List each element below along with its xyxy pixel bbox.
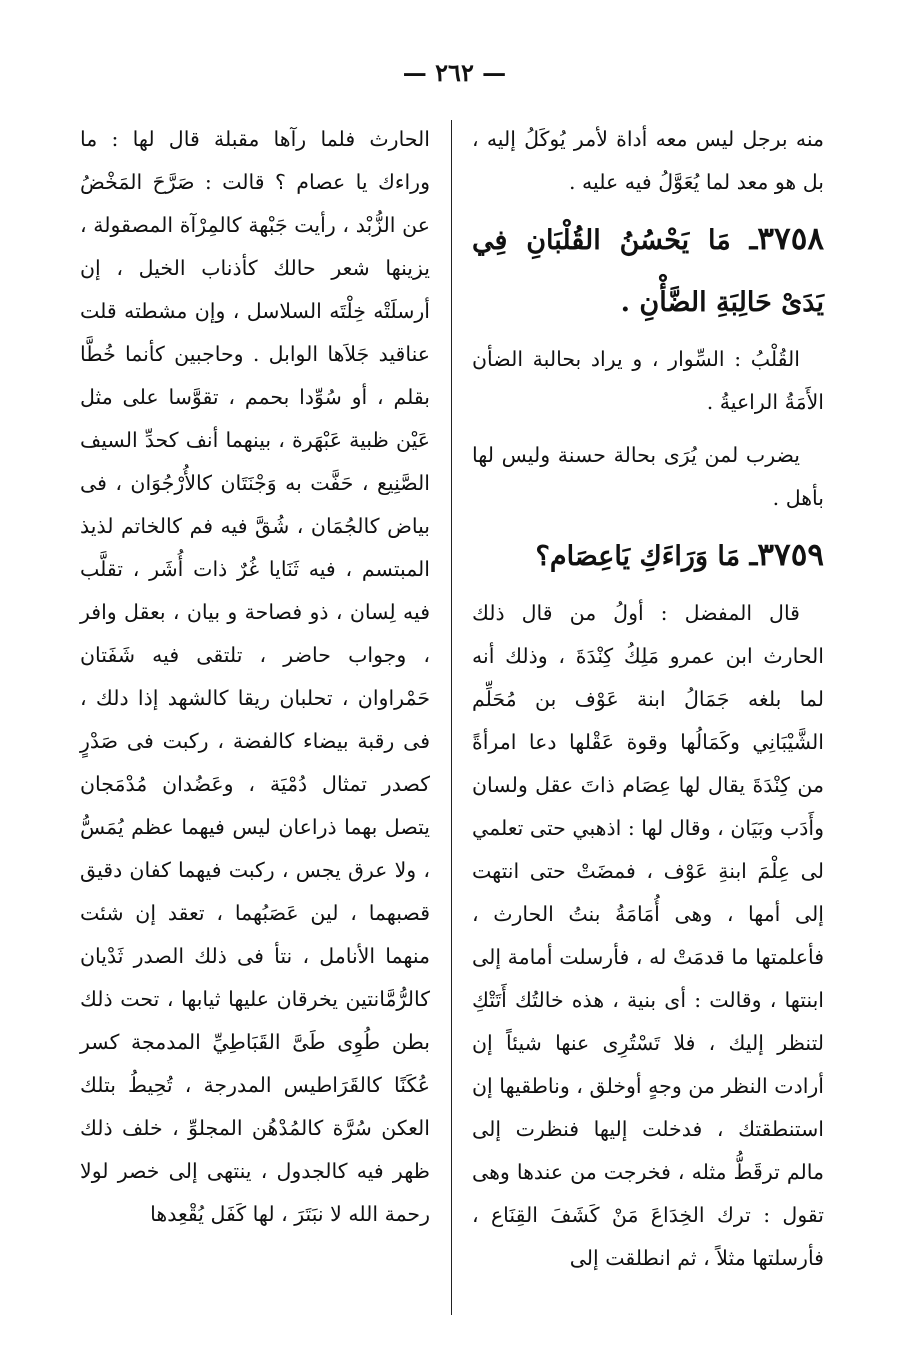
proverb-heading-3758 [472,208,824,334]
intro-paragraph: منه برجل ليس معه أداة لأمر يُوكَلُ إليه ، بل هو معد لما يُعَوَّلُ فيه عليه . [472,127,824,194]
gloss-paragraph: القُلْبُ : السِّوار ، و يراد بحالبة الضأن الأَمَةُ الراعيةُ . [472,347,824,414]
proverb-title: ـ مَا وَرَاءَكِ يَاعِصَام؟ [535,541,758,572]
proverb-number: ٣٧٥٩ [757,537,824,573]
story-paragraph: قال المفضل : أولُ من قال ذلك الحارث ابن عمرو مَلِكُ كِنْدَةَ ، وذلك أنه لما بلغه جَمَالُ ابنة عَوْف بن مُحَلِّم الشَّيْبَانِي وكَمَالُها وقوة عَقْلها دعا امرأةً من كِنْدَةَ يقال لها عِصَام ذاتَ عقل ولسان وأَدَب وبَيَان ، وقال لها : اذهبي حتى تعلمي لى عِلْمَ ابنةِ عَوْف ، فمضَتْ حتى انتهت إلى أمها ، وهى أُمَامَةُ بنتُ الحارث ، فأعلمتها ما قدمَتْ له ، فأرسلت أمامة إلى ابنتها ، وقالت : أى بنية ، هذه خالتُك أَتَتْكِ لتنظر إليك ، فلا تَسْتُرِى عنها شيئاً إن أرادت النظر من وجهٍ أوخلق ، وناطقيها إن استنطقتك ، فدخلت إليها فنظرت إلى مالم ترقَطُّ مثله ، فخرجت من عندها وهى تقول : ترك الخِدَاعَ مَنْ كَشَفَ القِنَاع ، فأرسلتها مثلاً ، ثم انطلقت إلى [472,601,824,1270]
proverb-heading-3759 [472,524,824,588]
proverb-title: ـ مَا يَحْسُنُ القُلْبَانِ فِي يَدَىْ حَالِبَةِ الضَّأْنِ . [472,225,824,318]
proverb-number: ٣٧٥٨ [757,221,824,257]
continuation-paragraph: الحارث فلما رآها مقبلة قال لها : ما وراءك يا عصام ؟ قالت : صَرَّحَ المَخْضُ عن الزُّبْد ، رأيت جَبْهة كالمِرْآة المصقولة ، يزينها شعر حالك كأذناب الخيل ، إن أرسلَتْه خِلْتَه السلاسل ، وإن مشطته قلت عناقيد جَلاَها الوابل . وحاجبين كأنما خُطَّا بقلم ، أو سُوِّدا بحمم ، تقوَّسا على مثل عَيْن ظبية عَبْهَرة ، بينهما أنف كحدِّ السيف الصَّنِيع ، حَفَّت به وَجْنَتَان كالأُرْجُوَان ، فى بياض كالجُمَان ، شُقَّ فيه فم كالخاتم لذيذ المبتسم ، فيه ثَنَايا غُرٌ ذات أُشَر ، تقلَّب فيه لِسان ، ذو فصاحة و بيان ، بعقل وافر ، وجواب حاضر ، تلتقى فيه شَفَتان حَمْراوان ، تحلبان ريقا كالشهد إذا دلك ، فى رقبة بيضاء كالفضة ، ركبت فى صَدْرٍ كصدر تمثال دُمْيَة ، وعَضُدان مُدْمَجان يتصل بهما ذراعان ليس فيهما عظم يُمَسُّ ، ولا عرق يجس ، ركبت فيهما كفان دقيق قصبهما ، لين عَصَبُهما ، تعقد إن شئت منهما الأنامل ، نتأ فى ذلك الصدر ثَدْيان كالرُّمَّانتين يخرقان عليها ثيابها ، تحت ذلك بطن طُوِى طَىَّ القَبَاطِيِّ المدمجة كسر عُكَنًا كالقَرَاطيس المدرجة ، تُحِيطُ بتلك العكن سُرَّة كالمُدْهُن المجلوِّ ، خلف ذلك ظهر فيه كالجدول ، ينتهى إلى خصر لولا رحمة الله لا نبَتَرَ ، لها كَفَل يُقْعِدها [80,127,430,1226]
usage-paragraph: يضرب لمن يُرَى بحالة حسنة وليس لها بأهل . [472,443,824,510]
page-number: — ٢٦٢ — [402,58,507,87]
right-column [472,118,824,1280]
column-divider [451,120,452,1315]
left-column [80,118,430,1236]
